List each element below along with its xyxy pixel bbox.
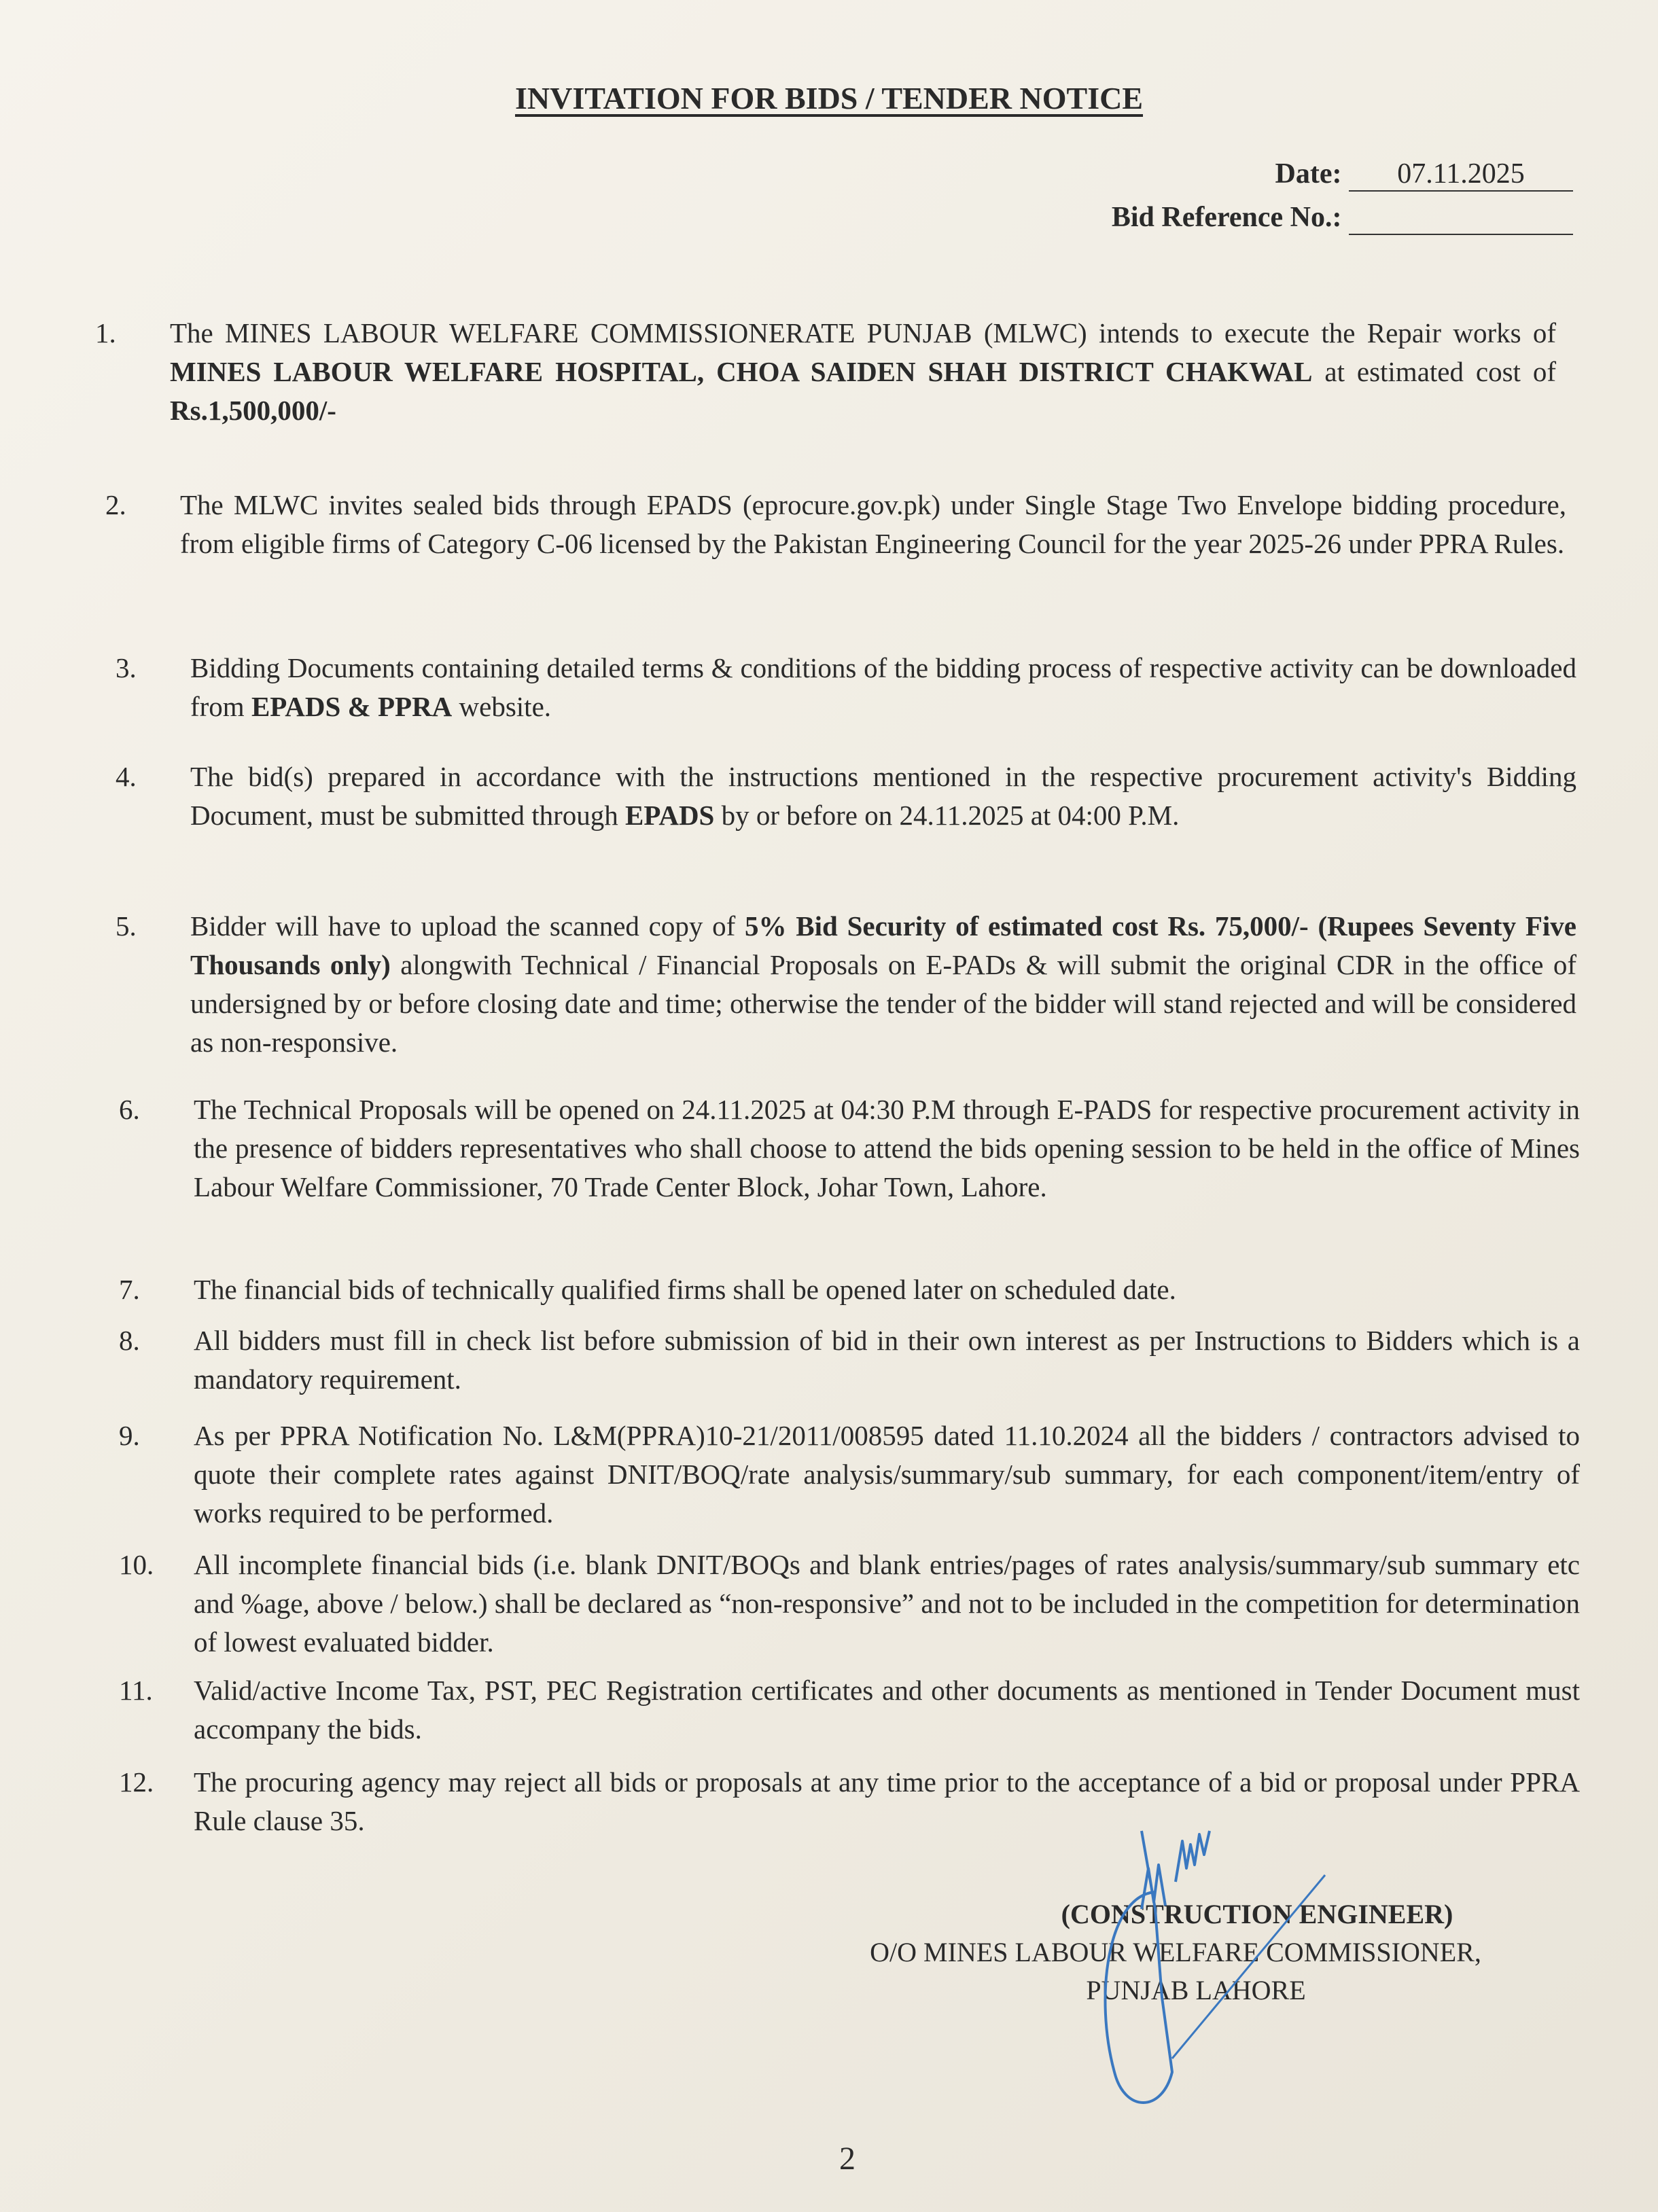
clause-1 bbox=[95, 314, 1556, 430]
clause-3 bbox=[116, 649, 1576, 726]
bold-text: MINES LABOUR WELFARE HOSPITAL, CHOA SAIDEN SHAH DISTRICT CHAKWAL bbox=[170, 356, 1313, 387]
clause-2 bbox=[105, 486, 1566, 563]
clause-10 bbox=[119, 1546, 1580, 1662]
text: Bidding Documents containing detailed terms & conditions of the bidding process of respective activity can be downloaded from bbox=[190, 652, 1576, 722]
date-value: 07.11.2025 bbox=[1349, 158, 1573, 192]
clause-text: The financial bids of technically qualified firms shall be opened later on scheduled date. bbox=[194, 1274, 1176, 1305]
clause-text: All bidders must fill in check list before submission of bid in their own interest as per Instructions to Bidders which is a mandatory requirement. bbox=[194, 1325, 1580, 1395]
title-text: INVITATION FOR BIDS / TENDER NOTICE bbox=[514, 81, 1144, 115]
clause-number: 1. bbox=[95, 317, 116, 349]
clause-number: 3. bbox=[116, 652, 137, 683]
clause-text bbox=[170, 314, 1556, 430]
bid-reference-field bbox=[1112, 201, 1573, 235]
clause-text: The procuring agency may reject all bids or proposals at any time prior to the acceptance of a bid or proposal under PPRA Rule clause 35. bbox=[194, 1766, 1580, 1836]
clause-text bbox=[190, 649, 1576, 726]
bold-text: EPADS bbox=[624, 800, 715, 831]
bid-reference-label: Bid Reference No.: bbox=[1111, 202, 1342, 233]
clause-5 bbox=[116, 907, 1576, 1062]
clause-number: 2. bbox=[105, 489, 126, 520]
clause-number: 10. bbox=[119, 1549, 154, 1580]
page-number: 2 bbox=[839, 2141, 856, 2177]
clause-number: 7. bbox=[119, 1274, 140, 1305]
signatory-designation: (CONSTRUCTION ENGINEER) bbox=[1061, 1899, 1453, 1929]
bold-text: Rs.1,500,000/- bbox=[170, 395, 336, 426]
text: website. bbox=[452, 691, 552, 722]
text: The MINES LABOUR WELFARE COMMISSIONERATE PUNJAB (MLWC) intends to execute the Repair works of bbox=[170, 317, 1556, 349]
clause-number: 5. bbox=[116, 910, 137, 942]
clause-text: Valid/active Income Tax, PST, PEC Registration certificates and other documents as mentioned in Tender Document must accompany the bids. bbox=[194, 1675, 1580, 1745]
text: The bid(s) prepared in accordance with the instructions mentioned in the respective procurement activity's Bidding Document, must be submitted through bbox=[190, 761, 1576, 831]
text: Bidder will have to upload the scanned copy of bbox=[190, 910, 745, 942]
text: alongwith Technical / Financial Proposals on E-PADs & will submit the original CDR in the office of undersigned by or before closing date and time; otherwise the tender of the bidder will stand rejected and will be considered as non-responsive. bbox=[190, 949, 1576, 1058]
clause-8 bbox=[119, 1321, 1580, 1399]
text: at estimated cost of bbox=[1312, 356, 1556, 387]
bold-text: EPADS & PPRA bbox=[251, 691, 453, 722]
bid-reference-value bbox=[1349, 201, 1573, 235]
clause-11 bbox=[119, 1671, 1580, 1749]
clause-text bbox=[190, 907, 1576, 1062]
text: by or before on 24.11.2025 at 04:00 P.M. bbox=[714, 800, 1180, 831]
clause-text bbox=[190, 757, 1576, 835]
bold-text: 5% Bid Security of estimated cost Rs. 75,000/- (Rupees Seventy Five Thousands only) bbox=[190, 910, 1576, 980]
signatory-location: PUNJAB LAHORE bbox=[1086, 1975, 1306, 2005]
clause-7 bbox=[119, 1270, 1580, 1309]
clause-number: 12. bbox=[119, 1766, 154, 1798]
signatory-office: O/O MINES LABOUR WELFARE COMMISSIONER, bbox=[870, 1937, 1481, 1967]
clause-6 bbox=[119, 1090, 1580, 1207]
clause-text: The MLWC invites sealed bids through EPADS (eprocure.gov.pk) under Single Stage Two Envelope bidding procedure, from eligible firms of Category C-06 licensed by the Pakistan Engineering Council for the year 2025-26 under PPRA Rules. bbox=[180, 489, 1566, 559]
date-field bbox=[1275, 158, 1573, 192]
clause-9 bbox=[119, 1416, 1580, 1533]
clause-text: All incomplete financial bids (i.e. blank DNIT/BOQs and blank entries/pages of rates analysis/summary/sub summary etc and %age, above / below.) shall be declared as “non-responsive” and not to be included in the competition for determination of lowest evaluated bidder. bbox=[194, 1549, 1580, 1658]
document-title bbox=[0, 80, 1658, 116]
clause-text: As per PPRA Notification No. L&M(PPRA)10-21/2011/008595 dated 11.10.2024 all the bidders / contractors advised to quote their complete rates against DNIT/BOQ/rate analysis/summary/sub summary, for each component/item/entry of works required to be performed. bbox=[194, 1420, 1580, 1529]
clause-number: 11. bbox=[119, 1675, 153, 1706]
date-label: Date: bbox=[1275, 158, 1342, 190]
clause-number: 9. bbox=[119, 1420, 140, 1451]
clause-number: 8. bbox=[119, 1325, 140, 1356]
clause-number: 4. bbox=[116, 761, 137, 792]
clause-text: The Technical Proposals will be opened on 24.11.2025 at 04:30 P.M through E-PADS for respective procurement activity in the presence of bidders representatives who shall choose to attend the bids opening session to be held in the office of Mines Labour Welfare Commissioner, 70 Trade Center Block, Johar Town, Lahore. bbox=[194, 1094, 1580, 1202]
clause-4 bbox=[116, 757, 1576, 835]
clause-number: 6. bbox=[119, 1094, 140, 1125]
handwritten-signature bbox=[938, 1827, 1454, 2113]
